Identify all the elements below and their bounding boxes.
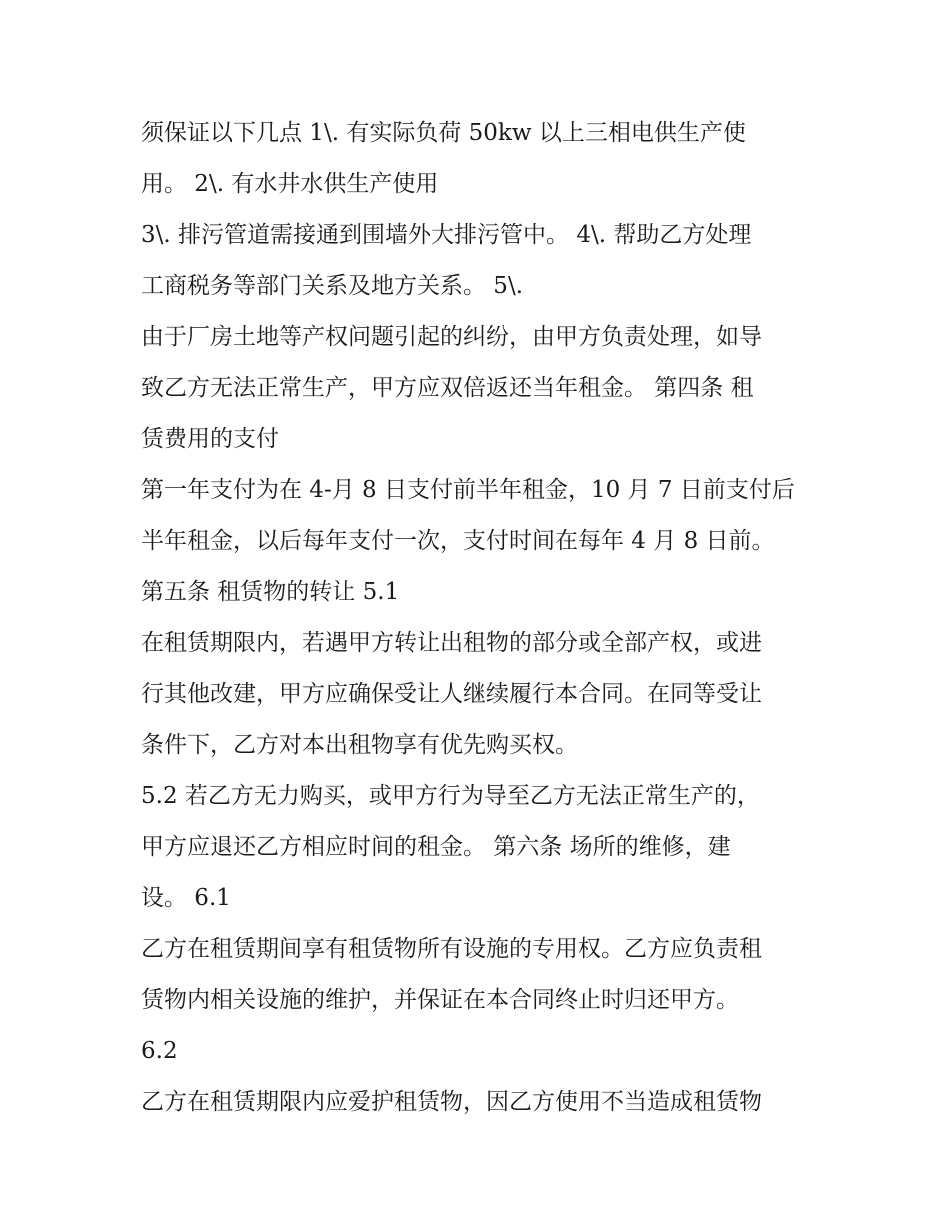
text-line: 赁物内相关设施的维护，并保证在本合同终止时归还甲方。 [141, 987, 739, 1013]
text-line: 用。 2\. 有水井水供生产使用 [141, 171, 439, 197]
text-line: 赁费用的支付 [141, 426, 279, 452]
text-line: 在租赁期限内，若遇甲方转让出租物的部分或全部产权，或进 [141, 630, 762, 656]
text-line: 须保证以下几点 1\. 有实际负荷 50kw 以上三相电供生产使 [141, 120, 746, 146]
text-line: 致乙方无法正常生产，甲方应双倍返还当年租金。 第四条 租 [141, 375, 754, 401]
text-line: 3\. 排污管道需接通到围墙外大排污管中。 4\. 帮助乙方处理 [141, 222, 752, 248]
contract-body-text [141, 108, 831, 1128]
text-line: 第一年支付为在 4-月 8 日支付前半年租金，10 月 7 日前支付后 [141, 477, 795, 503]
text-line: 5.2 若乙方无力购买，或甲方行为导至乙方无法正常生产的， [141, 783, 760, 809]
text-line: 工商税务等部门关系及地方关系。 5\. [141, 273, 524, 299]
text-line: 设。 6.1 [141, 885, 231, 911]
text-line: 乙方在租赁期间享有租赁物所有设施的专用权。乙方应负责租 [141, 936, 762, 962]
text-line: 甲方应退还乙方相应时间的租金。 第六条 场所的维修，建 [141, 834, 731, 860]
text-line: 行其他改建，甲方应确保受让人继续履行本合同。在同等受让 [141, 681, 762, 707]
text-line: 条件下，乙方对本出租物享有优先购买权。 [141, 732, 578, 758]
text-line: 6.2 [141, 1038, 178, 1064]
text-line: 由于厂房土地等产权问题引起的纠纷，由甲方负责处理，如导 [141, 324, 762, 350]
text-line: 第五条 租赁物的转让 5.1 [141, 579, 400, 605]
text-line: 半年租金，以后每年支付一次，支付时间在每年 4 月 8 日前。 [141, 528, 775, 554]
text-line: 乙方在租赁期限内应爱护租赁物，因乙方使用不当造成租赁物 [141, 1089, 762, 1115]
